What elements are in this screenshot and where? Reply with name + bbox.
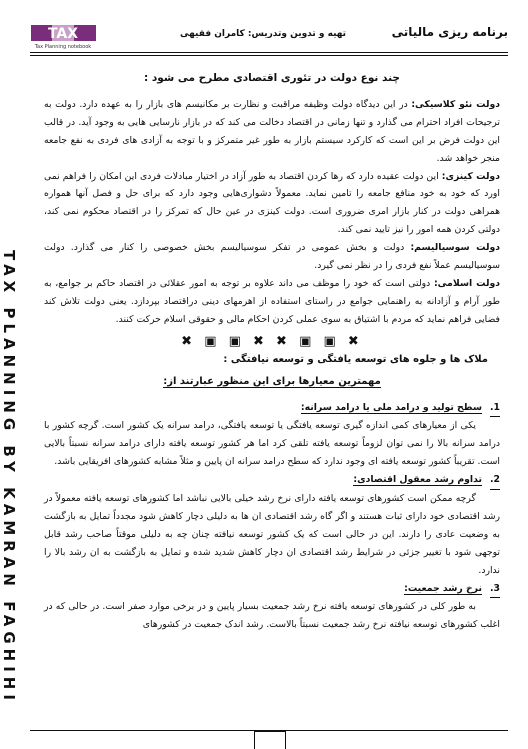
list-item-title (44, 580, 500, 599)
document-title: برنامه ریزی مالیاتی (391, 25, 508, 39)
paragraph-text: دولتی است که خود را موظف می داند علاوه بر توجه به امور عقلائی در اقتصاد حاکم بر جوامع، به طور آرام و آزادانه به راهنمایی جوامع در راستای استفاده از اهرمهای دینی دراقتصاد بپردازد. یعنی دولت تلاش کند فضایی فراهم نماید که مردم با اشتیاق به سوی عملی کردن احکام مالی و حقوقی اسلام حرکت کنند. (44, 277, 500, 325)
paragraph-text: دولت و بخش عمومی در تفکر سوسیالیسم بخش خصوصی را کنار می گذارد. دولت سوسیالیسم عملاً نفع فردی را در نظر نمی گیرد. (44, 242, 500, 272)
paragraph-lead: دولت نئو کلاسیکی: (411, 98, 500, 110)
list-item-title (44, 471, 500, 490)
paragraph-text: این دولت عقیده دارد که رها کردن اقتصاد به طور آزاد در اختیار مبادلات فردی این امکان را فراهم نمی اورد که خود به خود منافع جامعه را تامین نماید. معمولاً دشواری‌هایی وجود دارد که برای حل و فصل آنها همواره همراهی دولت در کنار بازار امری ضروری است. دولت کینزی در عین حال که تمرکز را در اقتصاد محکوم نمی کند، دولتی کردن همه امور را نیز تایید نمی کند. (44, 170, 500, 236)
list-item-text: یکی از معیارهای کمی اندازه گیری توسعه یافتگی یا توسعه یافتگی، درامد سرانه یک کشور است. گرچه کشور با درامد سرانه بالا را نمی توان لزوماً توسعه یافته تلقی کرد اما هر کشور توسعه یافته دارای درامد سرانه نسبتاً بالایی است. تقریباً کشور توسعه یافته ای وجود ندارد که سطح درامد سرانه ان پایین و مثلاً مشابه کشورهای افریقایی باشد. (44, 420, 500, 468)
side-watermark (0, 250, 30, 705)
subheading (44, 373, 500, 391)
list-item-text: به طور کلی در کشورهای توسعه یافته نرخ رشد جمعیت بسیار پایین و در برخی موارد صفر است. در حالی که در اغلب کشورهای توسعه نیافته نرخ رشد جمعیت نسبتاً بالاست. رشد اندک جمعیت در کشورهای (44, 601, 500, 631)
svg-text:Tax Planning notebook: Tax Planning notebook (34, 44, 92, 50)
paragraph-islamic (44, 275, 500, 329)
item-number: 1. (490, 399, 500, 418)
section-heading: ملاک ها و جلوه های توسعه یافتگی و توسعه نیافتگی : (223, 353, 488, 365)
paragraph-keynesian (44, 168, 500, 240)
item-number: 2. (490, 471, 500, 490)
item-title: نرخ رشد جمعیت: (404, 582, 482, 594)
item-number: 3. (490, 580, 500, 599)
header-divider (30, 52, 508, 53)
item-title: سطح تولید و درامد ملی یا درامد سرانه: (300, 401, 482, 413)
document-body (44, 60, 500, 634)
paragraph-lead: دولت سوسیالیسم: (410, 242, 500, 254)
ornament-divider: ✖ ▣ ▣ ✖ ✖ ▣ ▣ ✖ (181, 333, 363, 349)
svg-text:TAX: TAX (47, 26, 79, 42)
author-credit: تهیه و تدوین وتدریس: کامران فقیهی (180, 29, 347, 39)
paragraph-lead: دولت اسلامی: (433, 277, 500, 289)
side-watermark-text: TAX PLANNING BY KAMRAN FAGHIHI (0, 250, 18, 705)
page-header (30, 24, 508, 52)
subheading-text: مهمترین معیارها برای این منظور عبارتند از: (163, 375, 381, 387)
tax-logo (30, 24, 98, 50)
paragraph-lead: دولت کینزی: (441, 170, 500, 182)
paragraph-text: در این دیدگاه دولت وظیفه مراقبت و نظارت بر مکانیسم های بازار را به عهده دارد. دولت به ترجیحات افراد احترام می گذارد و تنها زمانی در اقتصاد دخالت می کند که در بازار نارسایی هایی به وجود آید. در قالب این دولت فرض بر این است که کارکرد سیستم بازار به طور غیر متمرکز و با توجه به آزادی های فردی به نفع جامعه منجر خواهد شد. (44, 98, 500, 164)
paragraph-neoclassical (44, 96, 500, 168)
section-heading: چند نوع دولت در تئوری اقتصادی مطرح می شود : (144, 72, 400, 84)
list-item-text: گرچه ممکن است کشورهای توسعه یافته دارای نرخ رشد خیلی بالایی نباشد اما کشورهای توسعه یافته معمولاً در رشد اقتصادی خود دارای ثبات هستند و اگر گاه رشد اقتصادی ان ها به دلیلی دچار کاهش شود مجدداً تمایل به بازگشت به وضعیت عادی را دارند. این در حالی است که یک کشور توسعه نیافته چنان چه به دلیلی موقتاً صاحب رشد قابل توجهی شود با تغییر جزئی در شرایط رشد اقتصادی ان دچار کاهش شدید شده و تمایل به بازگشت به ان رشد بالا را ندارد. (44, 493, 500, 576)
page-number-box (254, 731, 286, 749)
item-title: تداوم رشد معقول اقتصادی: (353, 474, 482, 486)
list-item-title (44, 399, 500, 418)
paragraph-socialism (44, 239, 500, 275)
header-divider-thin (30, 55, 508, 56)
